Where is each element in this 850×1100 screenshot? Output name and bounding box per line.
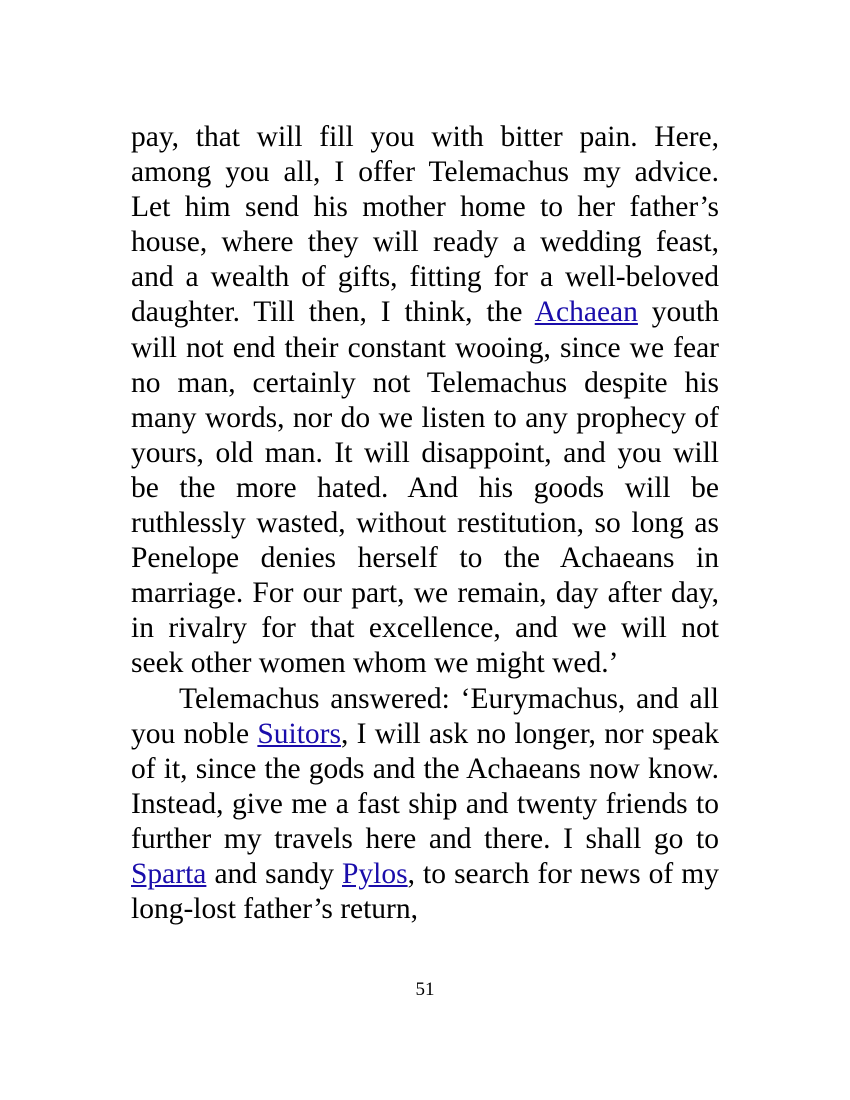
paragraph-1-text-2: youth will not end their constant wooing, since we fear no man, certainly not Telemachus despite his many words, nor do we listen to any prophecy of yours, old man. It will disappoint, and you will be the more hated. And his goods will be ruthlessly wasted, without restitution, so long as Penelope denies herself to the Achaeans in marriage. For our part, we remain, day after day, in rivalry for that excellence, and we will not seek other women whom we might wed.’ (131, 296, 719, 680)
paragraph-2-text-3: and sandy (206, 857, 343, 890)
link-sparta[interactable]: Sparta (131, 857, 207, 890)
page-number: 51 (415, 979, 435, 1000)
page-body (131, 120, 719, 927)
link-achaean[interactable]: Achaean (534, 296, 638, 329)
paragraph-2-text-2: , I will ask no longer, nor speak of it, since the gods and the Achaeans now know. Instead, give me a fast ship and twenty friends to further my travels here and there. I shall go to (131, 717, 719, 855)
link-suitors[interactable]: Suitors (257, 717, 341, 750)
link-pylos[interactable]: Pylos (342, 857, 408, 890)
paragraph-2 (131, 682, 719, 928)
paragraph-2-text-4: , to search for news of my long-lost father’s return, (131, 857, 719, 926)
paragraph-1 (131, 120, 719, 682)
paragraph-1-text-1: pay, that will fill you with bitter pain. Here, among you all, I offer Telemachus my advice. Let him send his mother home to her father’s house, where they will ready a wedding feast, and a wealth of gifts, fitting for a well-beloved daughter. Till then, I think, the (131, 121, 719, 329)
paragraph-2-text-1: Telemachus answered: ‘Eurymachus, and all you noble (131, 682, 719, 750)
